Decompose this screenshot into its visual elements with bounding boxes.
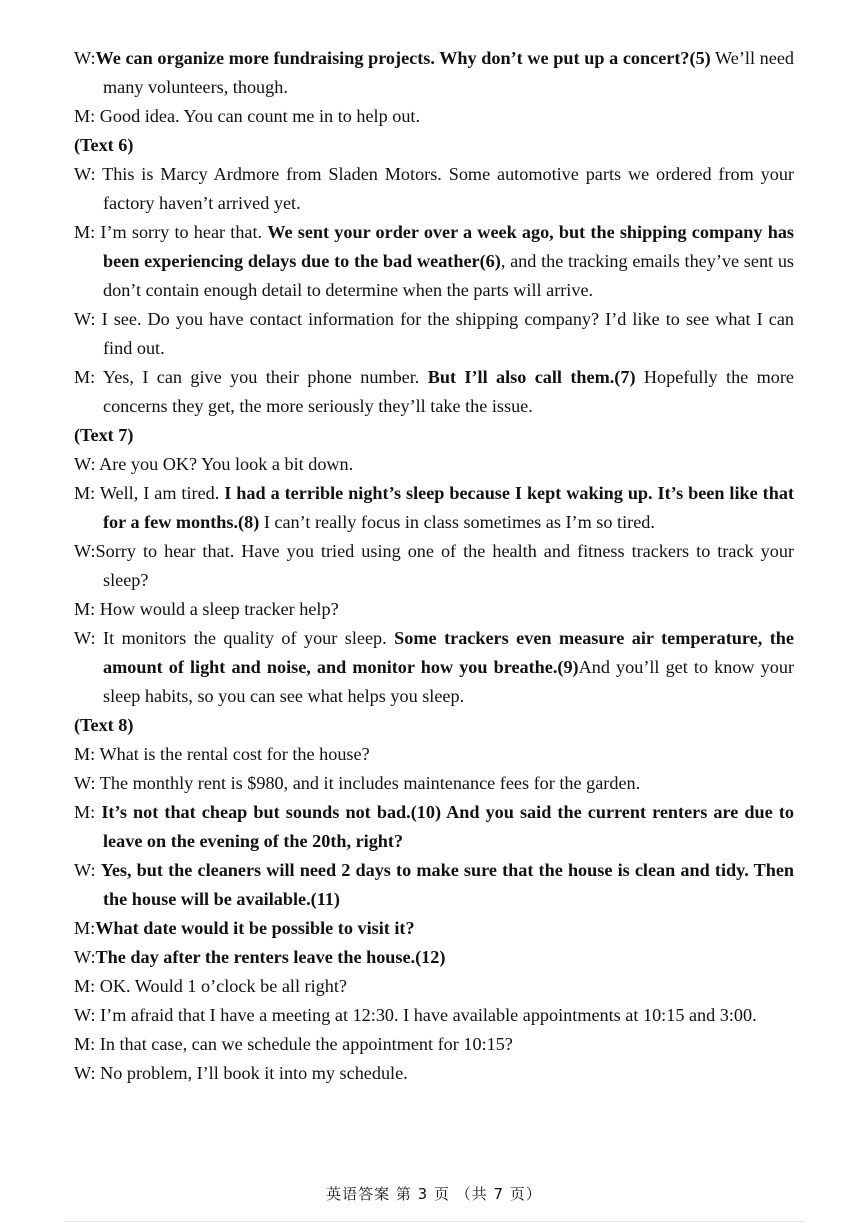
- dialogue-text: W: It monitors the quality of your sleep.: [74, 628, 395, 648]
- dialogue-text: M:: [74, 802, 102, 822]
- dialogue-line: [74, 1030, 794, 1059]
- answer-text: We sent your order over a week ago, but the shipping company has been experiencing delays due to the bad weather(6): [103, 222, 794, 271]
- dialogue-text: Hopefully the more concerns they get, the more seriously they’ll take the issue.: [103, 367, 794, 416]
- dialogue-text: W:: [74, 48, 96, 68]
- section-heading: [74, 711, 794, 740]
- dialogue-line: [74, 102, 794, 131]
- dialogue-text: M: OK. Would 1 o’clock be all right?: [74, 976, 347, 996]
- dialogue-text: I can’t really focus in class sometimes as I’m so tired.: [259, 512, 655, 532]
- dialogue-line: [74, 363, 794, 421]
- dialogue-line: [74, 972, 794, 1001]
- dialogue-line: [74, 740, 794, 769]
- dialogue-text: , and the tracking emails they’ve sent us don’t contain enough detail to determine when the parts will arrive.: [103, 251, 794, 300]
- answer-text: Some trackers even measure air temperature, the amount of light and noise, and monitor how you breathe.(9): [103, 628, 794, 677]
- answer-text: What date would it be possible to visit it?: [95, 918, 415, 938]
- dialogue-text: W: I see. Do you have contact information for the shipping company? I’d like to see what I can find out.: [74, 309, 794, 358]
- answer-text: Yes, but the cleaners will need 2 days to make sure that the house is clean and tidy. Then the house will be available.(11): [100, 860, 795, 909]
- dialogue-text: M: Good idea. You can count me in to help out.: [74, 106, 421, 126]
- dialogue-line: [74, 305, 794, 363]
- dialogue-line: [74, 943, 794, 972]
- dialogue-text: W: No problem, I’ll book it into my schedule.: [74, 1063, 408, 1083]
- dialogue-line: [74, 798, 794, 856]
- section-heading: [74, 131, 794, 160]
- answer-text: I had a terrible night’s sleep because I kept waking up. It’s been like that for a few months.(8): [103, 483, 795, 532]
- dialogue-text: M: I’m sorry to hear that.: [74, 222, 268, 242]
- dialogue-text: W: This is Marcy Ardmore from Sladen Motors. Some automotive parts we ordered from your factory haven’t arrived yet.: [74, 164, 794, 213]
- dialogue-text: And you’ll get to know your sleep habits, so you can see what helps you sleep.: [103, 657, 795, 706]
- dialogue-text: W:: [74, 860, 101, 880]
- dialogue-line: [74, 450, 794, 479]
- answer-text: We can organize more fundraising projects. Why don’t we put up a concert?(5): [95, 48, 711, 68]
- page-footer: 英语答案 第 3 页 （共 7 页）: [326, 1185, 542, 1203]
- answer-text: (Text 6): [74, 135, 134, 155]
- dialogue-text: M: Well, I am tired.: [74, 483, 225, 503]
- dialogue-text: M: In that case, can we schedule the appointment for 10:15?: [74, 1034, 513, 1054]
- dialogue-line: [74, 1059, 794, 1088]
- dialogue-line: [74, 160, 794, 218]
- section-heading: [74, 421, 794, 450]
- dialogue-text: M:: [74, 918, 96, 938]
- dialogue-line: [74, 479, 794, 537]
- answer-text: But I’ll also call them.(7): [427, 367, 636, 387]
- dialogue-text: W:: [74, 947, 96, 967]
- dialogue-text: M: How would a sleep tracker help?: [74, 599, 339, 619]
- dialogue-line: [74, 537, 794, 595]
- dialogue-line: [74, 624, 794, 711]
- dialogue-line: [74, 769, 794, 798]
- dialogue-line: [74, 856, 794, 914]
- dialogue-text: W: I’m afraid that I have a meeting at 12:30. I have available appointments at 10:15 and 3:00.: [74, 1005, 757, 1025]
- dialogue-text: W: Are you OK? You look a bit down.: [74, 454, 354, 474]
- dialogue-line: [74, 218, 794, 305]
- bottom-divider: [64, 1221, 804, 1222]
- transcript-body: [74, 44, 794, 1088]
- dialogue-text: W:Sorry to hear that. Have you tried using one of the health and fitness trackers to track your sleep?: [74, 541, 794, 590]
- dialogue-text: M: Yes, I can give you their phone number.: [74, 367, 428, 387]
- answer-text: It’s not that cheap but sounds not bad.(10) And you said the current renters are due to leave on the evening of the 20th, right?: [101, 802, 794, 851]
- dialogue-line: [74, 595, 794, 624]
- dialogue-line: [74, 914, 794, 943]
- answer-text: The day after the renters leave the house.(12): [95, 947, 446, 967]
- dialogue-text: M: What is the rental cost for the house?: [74, 744, 370, 764]
- answer-text: (Text 7): [74, 425, 134, 445]
- dialogue-text: We’ll need many volunteers, though.: [103, 48, 794, 97]
- answer-text: (Text 8): [74, 715, 134, 735]
- dialogue-text: W: The monthly rent is $980, and it includes maintenance fees for the garden.: [74, 773, 641, 793]
- dialogue-line: [74, 1001, 794, 1030]
- dialogue-line: [74, 44, 794, 102]
